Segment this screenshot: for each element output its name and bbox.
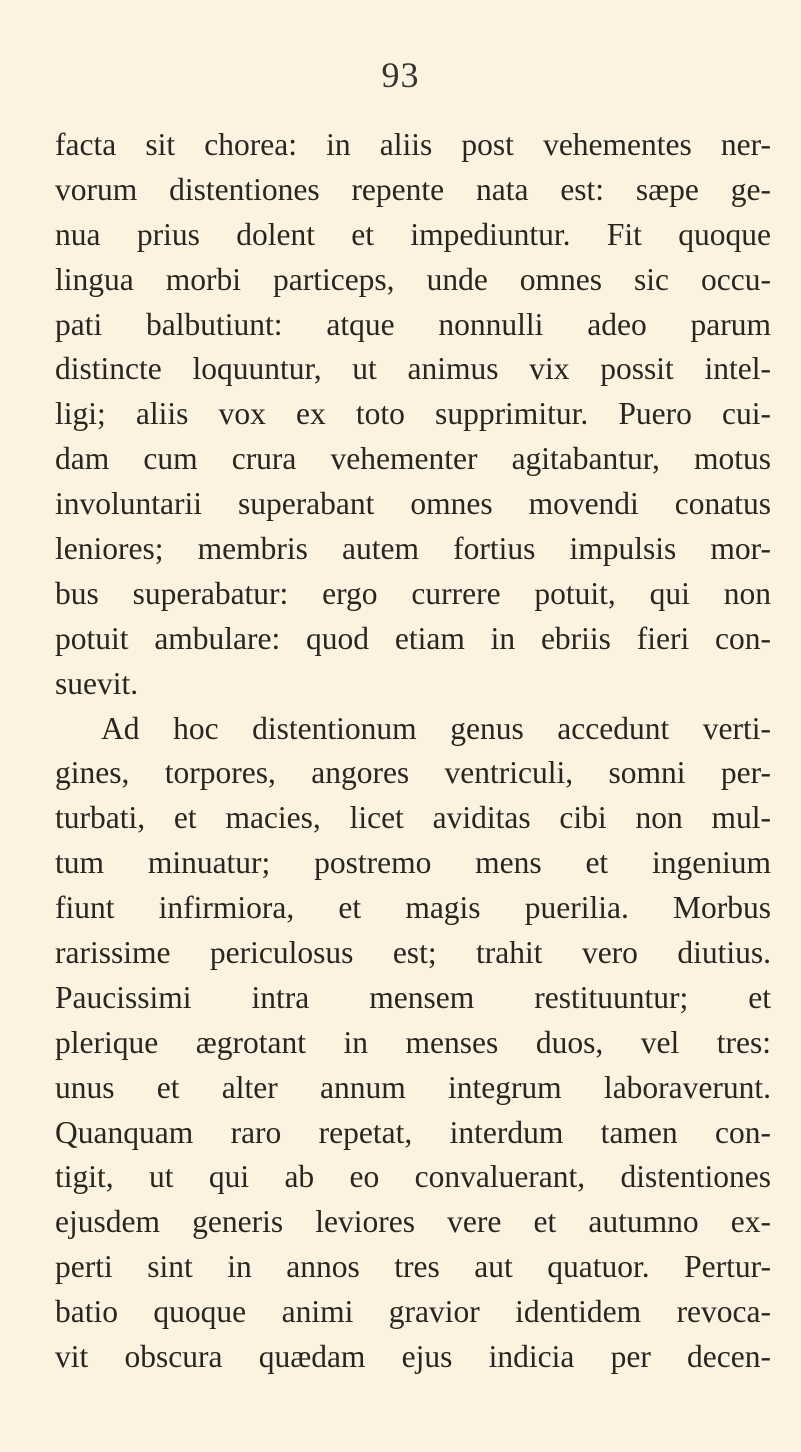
text-line: facta sit chorea: in aliis post vehementes ner- <box>55 127 771 162</box>
text-line: lingua morbi particeps, unde omnes sic occu- <box>55 261 771 297</box>
text-line-paragraph-start: Ad hoc distentionum genus accedunt verti- <box>101 710 771 746</box>
text-line: potuit ambulare: quod etiam in ebriis fieri con- <box>55 620 771 656</box>
text-line-paragraph-end: suevit. <box>55 665 139 701</box>
text-line: tum minuatur; postremo mens et ingenium <box>55 845 771 881</box>
text-line: vorum distentiones repente nata est: sæpe ge- <box>55 171 771 207</box>
text-line: dam cum crura vehementer agitabantur, motus <box>55 441 771 477</box>
text-line: fiunt infirmiora, et magis puerilia. Morbus <box>55 890 771 926</box>
text-line: pati balbutiunt: atque nonnulli adeo parum <box>55 306 771 342</box>
text-line: perti sint in annos tres aut quatuor. Pertur- <box>55 1249 771 1285</box>
text-line: unus et alter annum integrum laboraverunt. <box>55 1069 771 1105</box>
text-line: distincte loquuntur, ut animus vix possit intel- <box>55 351 771 387</box>
text-line: gines, torpores, angores ventriculi, somni per- <box>55 755 771 791</box>
text-line: bus superabatur: ergo currere potuit, qui non <box>55 575 771 611</box>
text-line: vit obscura quædam ejus indicia per decen- <box>55 1339 771 1375</box>
body-text <box>55 123 771 1380</box>
text-line: Quanquam raro repetat, interdum tamen con- <box>55 1114 771 1150</box>
text-line: ejusdem generis leviores vere et autumno ex- <box>55 1204 771 1240</box>
text-line: tigit, ut qui ab eo convaluerant, distentiones <box>55 1159 771 1195</box>
text-line: involuntarii superabant omnes movendi conatus <box>55 486 771 522</box>
text-line: leniores; membris autem fortius impulsis mor- <box>55 531 771 567</box>
text-line: ligi; aliis vox ex toto supprimitur. Puero cui- <box>55 396 771 432</box>
page-number: 93 <box>381 55 420 95</box>
text-line: rarissime periculosus est; trahit vero diutius. <box>55 935 771 971</box>
text-line: turbati, et macies, licet aviditas cibi non mul- <box>55 800 771 836</box>
text-line: batio quoque animi gravior identidem revoca- <box>55 1294 771 1330</box>
text-line: Paucissimi intra mensem restituuntur; et <box>55 979 771 1015</box>
text-line: nua prius dolent et impediuntur. Fit quoque <box>55 216 771 252</box>
text-line: plerique ægrotant in menses duos, vel tres: <box>55 1024 771 1060</box>
